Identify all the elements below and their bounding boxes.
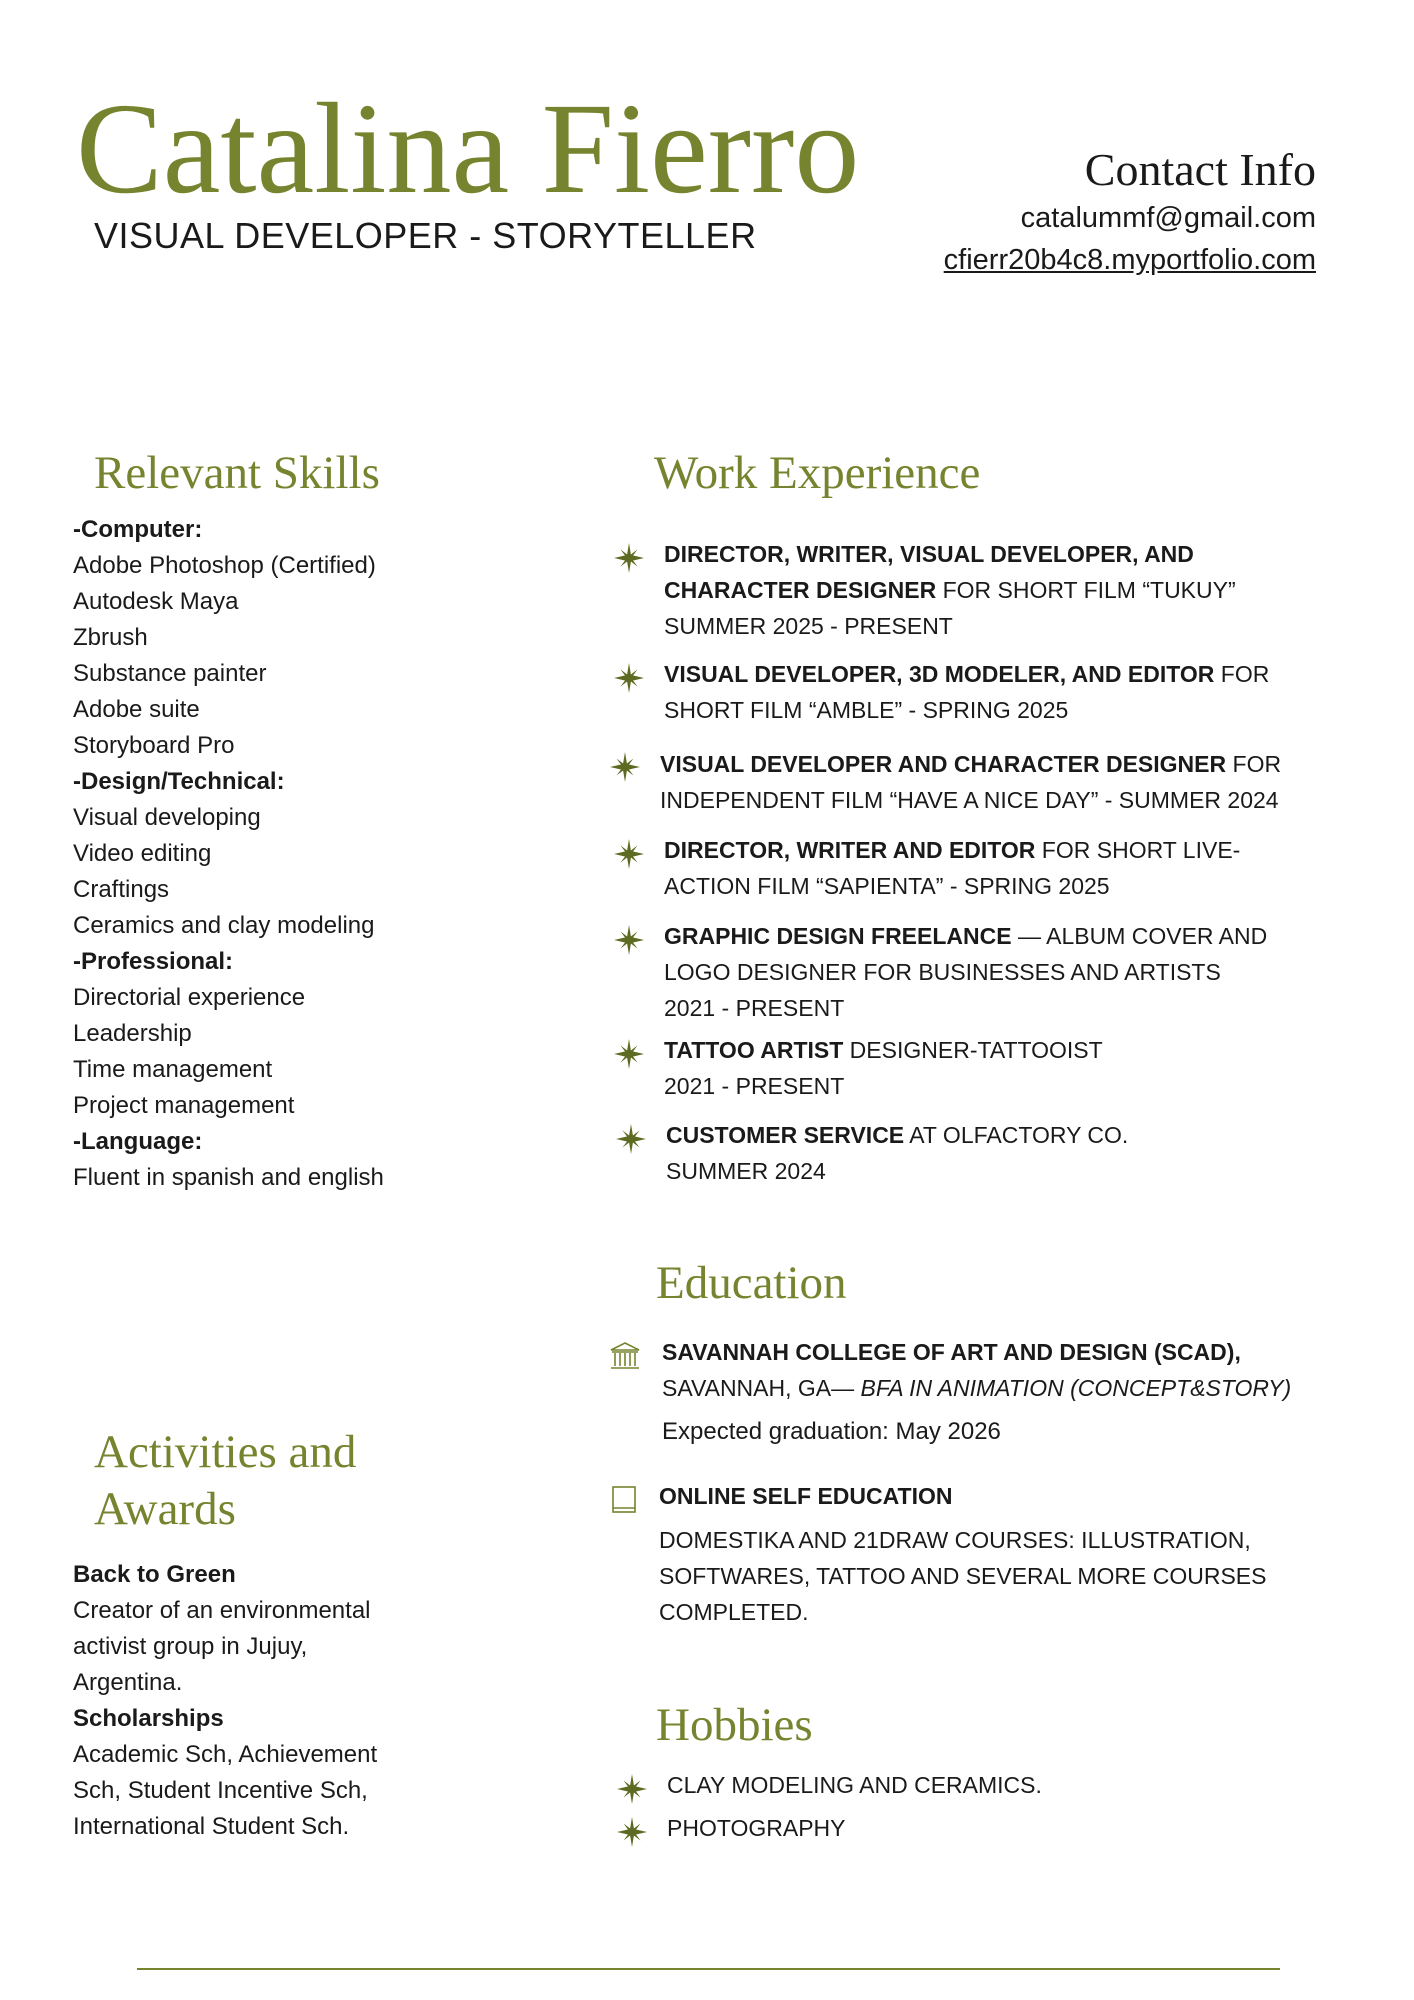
work-dates: SUMMER 2024 xyxy=(666,1158,826,1184)
skill-item: Leadership xyxy=(73,1020,192,1047)
skill-item: Storyboard Pro xyxy=(73,732,235,759)
star-burst-icon xyxy=(614,543,644,573)
work-detail: FOR SHORT FILM “TUKUY” xyxy=(936,577,1236,603)
education-detail: COMPLETED. xyxy=(659,1599,809,1625)
work-detail: FOR xyxy=(1214,661,1270,687)
work-item xyxy=(660,746,1281,818)
hobbies-title: Hobbies xyxy=(656,1699,813,1751)
skills-list xyxy=(73,512,493,1196)
skill-item: Substance painter xyxy=(73,660,267,687)
activity-line: Sch, Student Incentive Sch, xyxy=(73,1777,368,1804)
contact-email[interactable]: catalummf@gmail.com xyxy=(1020,202,1316,234)
skill-item: Autodesk Maya xyxy=(73,588,239,615)
skill-item: Visual developing xyxy=(73,804,261,831)
candidate-subtitle: VISUAL DEVELOPER - STORYTELLER xyxy=(94,215,757,256)
star-burst-icon xyxy=(610,752,640,782)
work-detail: LOGO DESIGNER FOR BUSINESSES AND ARTISTS xyxy=(664,959,1221,985)
work-detail: FOR SHORT LIVE- xyxy=(1035,837,1241,863)
star-burst-icon xyxy=(614,925,644,955)
star-burst-icon xyxy=(617,1774,647,1804)
work-detail: — ALBUM COVER AND xyxy=(1011,923,1268,949)
education-school: SAVANNAH COLLEGE OF ART AND DESIGN (SCAD), xyxy=(662,1339,1241,1365)
work-role: VISUAL DEVELOPER AND CHARACTER DESIGNER xyxy=(660,751,1227,777)
university-building-icon xyxy=(609,1340,641,1372)
skill-item: Adobe Photoshop (Certified) xyxy=(73,552,376,579)
candidate-name: Catalina Fierro xyxy=(76,77,860,221)
education-title: Education xyxy=(656,1257,847,1309)
activities-list xyxy=(73,1557,493,1845)
hobby-label: PHOTOGRAPHY xyxy=(667,1815,846,1841)
work-item xyxy=(664,832,1240,904)
hobby-label: CLAY MODELING AND CERAMICS. xyxy=(667,1772,1042,1798)
work-experience-title: Work Experience xyxy=(654,447,981,499)
work-role: TATTOO ARTIST xyxy=(664,1037,844,1063)
portfolio-link[interactable]: cfierr20b4c8.myportfolio.com xyxy=(943,244,1316,276)
work-detail: INDEPENDENT FILM “HAVE A NICE DAY” - SUMMER 2024 xyxy=(660,787,1279,813)
activities-title-line2: Awards xyxy=(94,1483,236,1535)
hobby-item xyxy=(667,1767,1042,1803)
work-item xyxy=(666,1117,1128,1189)
activity-heading: Back to Green xyxy=(73,1561,236,1588)
skill-group-heading: -Language: xyxy=(73,1128,203,1155)
skill-item: Project management xyxy=(73,1092,295,1119)
education-location: SAVANNAH, GA— xyxy=(662,1375,861,1401)
skill-item: Zbrush xyxy=(73,624,148,651)
footer-divider xyxy=(137,1968,1280,1970)
skill-item: Time management xyxy=(73,1056,273,1083)
activity-line: Argentina. xyxy=(73,1669,183,1696)
work-role: DIRECTOR, WRITER, VISUAL DEVELOPER, AND xyxy=(664,541,1194,567)
skill-group-heading: -Computer: xyxy=(73,516,203,543)
education-item xyxy=(659,1478,1266,1630)
work-detail: ACTION FILM “SAPIENTA” - SPRING 2025 xyxy=(664,873,1110,899)
star-burst-icon xyxy=(616,1124,646,1154)
education-item xyxy=(662,1334,1291,1450)
work-detail: SHORT FILM “AMBLE” - SPRING 2025 xyxy=(664,697,1069,723)
hobby-item xyxy=(667,1810,846,1846)
activities-title-line1: Activities and xyxy=(94,1426,357,1478)
contact-info-title: Contact Info xyxy=(1084,144,1316,195)
skill-item: Ceramics and clay modeling xyxy=(73,912,375,939)
star-burst-icon xyxy=(617,1817,647,1847)
education-school: ONLINE SELF EDUCATION xyxy=(659,1483,953,1509)
education-detail: SOFTWARES, TATTOO AND SEVERAL MORE COURSES xyxy=(659,1563,1267,1589)
activity-line: Academic Sch, Achievement xyxy=(73,1741,378,1768)
work-role: VISUAL DEVELOPER, 3D MODELER, AND EDITOR xyxy=(664,661,1215,687)
star-burst-icon xyxy=(614,663,644,693)
star-burst-icon xyxy=(614,839,644,869)
activity-line: Creator of an environmental xyxy=(73,1597,371,1624)
education-degree: BFA IN ANIMATION (CONCEPT&STORY) xyxy=(860,1375,1292,1401)
work-dates: 2021 - PRESENT xyxy=(664,995,845,1021)
education-detail: DOMESTIKA AND 21DRAW COURSES: ILLUSTRATION, xyxy=(659,1527,1251,1553)
work-detail: FOR xyxy=(1226,751,1282,777)
skill-group-heading: -Professional: xyxy=(73,948,234,975)
star-burst-icon xyxy=(614,1039,644,1069)
skill-item: Fluent in spanish and english xyxy=(73,1164,384,1191)
work-role: DIRECTOR, WRITER AND EDITOR xyxy=(664,837,1036,863)
book-icon xyxy=(608,1484,640,1516)
activity-line: International Student Sch. xyxy=(73,1813,350,1840)
work-role: GRAPHIC DESIGN FREELANCE xyxy=(664,923,1012,949)
skills-title: Relevant Skills xyxy=(94,447,380,499)
work-role: CHARACTER DESIGNER xyxy=(664,577,937,603)
work-item xyxy=(664,656,1269,728)
activities-title xyxy=(94,1424,356,1538)
skill-item: Adobe suite xyxy=(73,696,200,723)
work-item xyxy=(664,1032,1103,1104)
work-dates: SUMMER 2025 - PRESENT xyxy=(664,613,953,639)
work-dates: 2021 - PRESENT xyxy=(664,1073,845,1099)
work-item xyxy=(664,918,1267,1026)
skill-item: Video editing xyxy=(73,840,212,867)
skill-item: Craftings xyxy=(73,876,170,903)
activity-line: activist group in Jujuy, xyxy=(73,1633,308,1660)
work-detail: AT OLFACTORY CO. xyxy=(904,1122,1129,1148)
work-role: CUSTOMER SERVICE xyxy=(666,1122,905,1148)
work-item xyxy=(664,536,1236,644)
activity-heading: Scholarships xyxy=(73,1705,224,1732)
education-graduation: Expected graduation: May 2026 xyxy=(662,1418,1001,1445)
work-detail: DESIGNER-TATTOOIST xyxy=(843,1037,1103,1063)
skill-item: Directorial experience xyxy=(73,984,306,1011)
skill-group-heading: -Design/Technical: xyxy=(73,768,285,795)
